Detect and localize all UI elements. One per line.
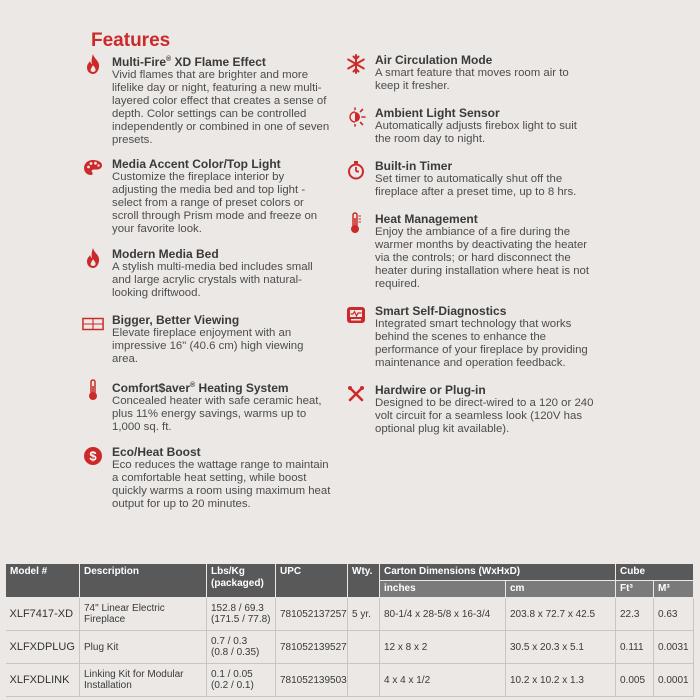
feature-title: Media Accent Color/Top Light bbox=[112, 157, 281, 171]
header-weight: Lbs/Kg (packaged) bbox=[207, 564, 276, 598]
cell-weight: 0.7 / 0.3 (0.8 / 0.35) bbox=[207, 631, 276, 664]
cell-model: XLFXDPLUG bbox=[6, 631, 80, 664]
feature-description: A stylish multi-media bed includes small and large acrylic crystals with natural-looking driftwood. bbox=[112, 261, 313, 299]
feature-built-in-timer bbox=[345, 159, 595, 212]
feature-title: Multi-Fire® XD Flame Effect bbox=[112, 55, 266, 69]
feature-description: Automatically adjusts firebox light to suit the room day to night. bbox=[375, 120, 577, 145]
feature-modern-media-bed bbox=[82, 247, 332, 313]
cell-description: Linking Kit for Modular Installation bbox=[80, 664, 207, 697]
cell-cm: 10.2 x 10.2 x 1.3 bbox=[506, 664, 616, 697]
feature-title: Modern Media Bed bbox=[112, 247, 219, 261]
cell-inches: 80-1/4 x 28-5/8 x 16-3/4 bbox=[380, 598, 506, 631]
dollar-icon bbox=[82, 445, 104, 467]
header-carton: Carton Dimensions (WxHxD) bbox=[380, 564, 616, 581]
feature-title: Comfort$aver® Heating System bbox=[112, 381, 289, 395]
feature-self-diagnostics bbox=[345, 304, 595, 383]
header-inches: inches bbox=[380, 581, 506, 598]
cell-warranty bbox=[348, 664, 380, 697]
cell-m3: 0.63 bbox=[654, 598, 694, 631]
cell-inches: 12 x 8 x 2 bbox=[380, 631, 506, 664]
feature-description: Eco reduces the wattage range to maintain a comfortable heat setting, while boost quickly warms a room using maximum heat output for up to 20 minutes. bbox=[112, 459, 331, 510]
feature-bigger-viewing bbox=[82, 313, 332, 379]
header-description: Description bbox=[80, 564, 207, 598]
viewing-window-icon bbox=[82, 313, 104, 335]
feature-description: Elevate fireplace enjoyment with an impressive 16" (40.6 cm) high viewing area. bbox=[112, 327, 304, 365]
cell-upc: 781052139527 bbox=[276, 631, 348, 664]
features-title: Features bbox=[91, 30, 171, 51]
snowflake-icon bbox=[345, 53, 367, 75]
header-model: Model # bbox=[6, 564, 80, 598]
cell-cm: 30.5 x 20.3 x 5.1 bbox=[506, 631, 616, 664]
light-sensor-icon bbox=[345, 106, 367, 128]
right-feature-column bbox=[345, 53, 595, 449]
header-m3: M³ bbox=[654, 581, 694, 598]
cell-cm: 203.8 x 72.7 x 42.5 bbox=[506, 598, 616, 631]
cell-warranty: 5 yr. bbox=[348, 598, 380, 631]
table-row bbox=[6, 664, 694, 697]
feature-title: Air Circulation Mode bbox=[375, 53, 493, 67]
feature-description: Vivid flames that are brighter and more lifelike day or night, featuring a new multi-layered color effect that creates a sense of depth. Color settings can be controlled independently or combined in one of seven presets. bbox=[112, 69, 330, 146]
feature-title: Built-in Timer bbox=[375, 159, 453, 173]
feature-title: Heat Management bbox=[375, 212, 478, 226]
feature-description: A smart feature that moves room air to keep it fresher. bbox=[375, 67, 569, 92]
feature-title: Bigger, Better Viewing bbox=[112, 313, 240, 327]
cell-ft3: 0.005 bbox=[616, 664, 654, 697]
thermometer-icon bbox=[345, 212, 367, 234]
cell-warranty bbox=[348, 631, 380, 664]
cell-model: XLFXDLINK bbox=[6, 664, 80, 697]
header-upc: UPC bbox=[276, 564, 348, 598]
feature-description: Customize the fireplace interior by adjusting the media bed and top light - select from a range of preset colors or scroll through Prism mode and freeze on your favorite look. bbox=[112, 171, 318, 235]
cell-ft3: 22.3 bbox=[616, 598, 654, 631]
feature-comfortsaver bbox=[82, 379, 332, 445]
cell-weight: 152.8 / 69.3 (171.5 / 77.8) bbox=[207, 598, 276, 631]
cell-description: 74" Linear Electric Fireplace bbox=[80, 598, 207, 631]
feature-title: Hardwire or Plug-in bbox=[375, 383, 486, 397]
cell-description: Plug Kit bbox=[80, 631, 207, 664]
cell-m3: 0.0001 bbox=[654, 664, 694, 697]
table-row bbox=[6, 598, 694, 631]
cell-model: XLF7417-XD bbox=[6, 598, 80, 631]
left-feature-column bbox=[82, 53, 332, 525]
feature-description: Designed to be direct-wired to a 120 or 240 volt circuit for a seamless look (120V has optional plug kit available). bbox=[375, 397, 594, 435]
feature-ambient-light bbox=[345, 106, 595, 159]
feature-media-accent bbox=[82, 157, 332, 247]
feature-title: Eco/Heat Boost bbox=[112, 445, 201, 459]
tools-icon bbox=[345, 383, 367, 405]
table-header-row bbox=[6, 564, 694, 581]
timer-icon bbox=[345, 159, 367, 181]
feature-heat-management bbox=[345, 212, 595, 304]
cell-m3: 0.0031 bbox=[654, 631, 694, 664]
flame-icon bbox=[82, 247, 104, 269]
header-warranty: Wty. bbox=[348, 564, 380, 598]
feature-air-circulation bbox=[345, 53, 595, 106]
feature-hardwire-plug bbox=[345, 383, 595, 449]
feature-eco-heat-boost bbox=[82, 445, 332, 525]
feature-title: Smart Self-Diagnostics bbox=[375, 304, 507, 318]
cell-upc: 781052139503 bbox=[276, 664, 348, 697]
palette-icon bbox=[82, 157, 104, 179]
diagnostics-icon bbox=[345, 304, 367, 326]
feature-title: Ambient Light Sensor bbox=[375, 106, 500, 120]
feature-description: Integrated smart technology that works behind the scenes to enhance the performance of your fireplace by providing maintenance and operation feedback. bbox=[375, 318, 588, 369]
feature-multi-fire bbox=[82, 53, 332, 157]
feature-description: Concealed heater with safe ceramic heat, plus 11% energy savings, warms up to 1,000 sq. ft. bbox=[112, 395, 322, 433]
thermometer-icon bbox=[82, 379, 104, 401]
header-ft3: Ft³ bbox=[616, 581, 654, 598]
feature-description: Set timer to automatically shut off the fireplace after a preset time, up to 8 hrs. bbox=[375, 173, 577, 198]
cell-inches: 4 x 4 x 1/2 bbox=[380, 664, 506, 697]
flame-icon bbox=[82, 53, 104, 75]
svg-text:$: $ bbox=[89, 448, 97, 464]
cell-ft3: 0.111 bbox=[616, 631, 654, 664]
feature-description: Enjoy the ambiance of a fire during the warmer months by deactivating the heater via the controls; or hard disconnect the heater during installation where heat is not required. bbox=[375, 226, 590, 290]
cell-weight: 0.1 / 0.05 (0.2 / 0.1) bbox=[207, 664, 276, 697]
header-cube: Cube bbox=[616, 564, 694, 581]
header-cm: cm bbox=[506, 581, 616, 598]
cell-upc: 781052137257 bbox=[276, 598, 348, 631]
table-row bbox=[6, 631, 694, 664]
spec-table bbox=[5, 563, 694, 697]
